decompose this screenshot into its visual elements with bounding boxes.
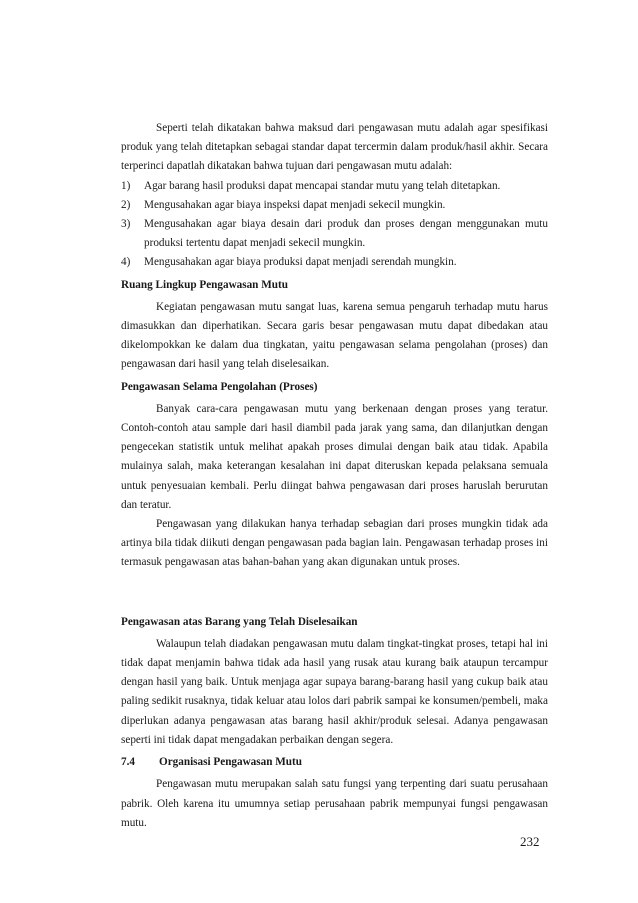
selama-pengolahan-paragraph-1: Banyak cara-cara pengawasan mutu yang berkenaan dengan proses yang teratur. Contoh-contoh atau sample dari hasil diambil pada jarak yang sama, dan dilanjutkan dengan pengecekan statistik untuk melihat apakah proses dimulai dengan baik atau tidak. Apabila mulainya salah, maka keterangan kesalahan ini dapat diteruskan kepada pelaksana semuala untuk penyesuaian kembali. Perlu diingat bahwa pengawasan dari proses haruslah berurutan dan teratur. (121, 402, 548, 511)
barang-diselesaikan-paragraph: Walaupun telah diadakan pengawasan mutu dalam tingkat-tingkat proses, tetapi hal ini tidak dapat menjamin bahwa tidak ada hasil yang rusak atau kurang baik ataupun tercampur dengan hasil yang baik. Untuk menjaga agar supaya barang-barang hasil yang cukup baik atau paling sedikit rusaknya, tidak keluar atau lolos dari pabrik sampai ke konsumen/pembeli, maka diperlukan adanya pengawasan atas barang hasil akhir/produk selesai. Adanya pengawasan seperti ini tidak dapat mengadakan perbaikan dengan segera. (121, 637, 548, 746)
list-item-number: 3) (121, 218, 131, 231)
list-item-number: 1) (121, 179, 131, 192)
heading-ruang-lingkup: Ruang Lingkup Pengawasan Mutu (121, 278, 288, 291)
list-item (121, 215, 548, 253)
list-item-text: Mengusahakan agar biaya produksi dapat menjadi serendah mungkin. (144, 256, 457, 269)
page-number: 232 (520, 834, 540, 849)
list-item-number: 2) (121, 198, 131, 211)
section-number: 7.4 (121, 756, 135, 769)
list-item (121, 177, 548, 196)
heading-selama-pengolahan: Pengawasan Selama Pengolahan (Proses) (121, 380, 318, 393)
section-heading-7-4 (121, 753, 548, 772)
list-item (121, 253, 548, 272)
list-item-text: Agar barang hasil produksi dapat mencapai standar mutu yang telah ditetapkan. (144, 179, 501, 192)
spacer (121, 573, 548, 613)
organisasi-paragraph: Pengawasan mutu merupakan salah satu fungsi yang terpenting dari suatu perusahaan pabrik. Oleh karena itu umumnya setiap perusahaan pabrik mempunyai fungsi pengawasan mutu. (121, 778, 548, 829)
section-title: Organisasi Pengawasan Mutu (159, 756, 302, 769)
heading-barang-diselesaikan: Pengawasan atas Barang yang Telah Diselesaikan (121, 615, 358, 628)
list-item-text: Mengusahakan agar biaya inspeksi dapat menjadi sekecil mungkin. (144, 198, 446, 211)
objectives-list (121, 177, 548, 273)
list-item-number: 4) (121, 256, 131, 269)
ruang-lingkup-paragraph: Kegiatan pengawasan mutu sangat luas, karena semua pengaruh terhadap mutu harus dimasukkan dan diperhatikan. Secara garis besar pengawasan mutu dapat dibedakan atau dikelompokkan ke dalam dua tingkatan, yaitu pengawasan selama pengolahan (proses) dan pengawasan dari hasil yang telah diselesaikan. (121, 300, 548, 371)
intro-paragraph: Seperti telah dikatakan bahwa maksud dari pengawasan mutu adalah agar spesifikasi produk yang telah ditetapkan sebagai standar dapat tercermin dalam produk/hasil akhir. Secara terperinci dapatlah dikatakan bahwa tujuan dari pengawasan mutu adalah: (121, 122, 548, 173)
list-item-text: Mengusahakan agar biaya desain dari produk dan proses dengan menggunakan mutu produksi tertentu dapat menjadi sekecil mungkin. (144, 218, 548, 250)
selama-pengolahan-paragraph-2: Pengawasan yang dilakukan hanya terhadap sebagian dari proses mungkin tidak ada artinya bila tidak diikuti dengan pengawasan pada bagian lain. Pengawasan terhadap proses ini termasuk pengawasan atas bahan-bahan yang akan digunakan untuk proses. (121, 518, 548, 569)
page-body (121, 119, 548, 833)
list-item (121, 196, 548, 215)
